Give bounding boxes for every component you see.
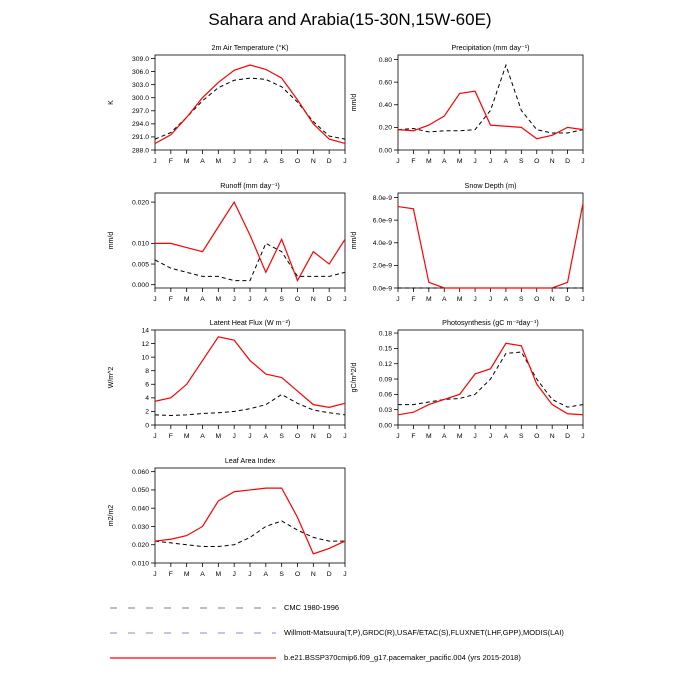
svg-text:S: S xyxy=(279,296,284,303)
svg-text:297.0: 297.0 xyxy=(131,108,149,116)
svg-text:W/m^2: W/m^2 xyxy=(108,366,115,389)
svg-text:0.010: 0.010 xyxy=(131,560,149,568)
svg-text:J: J xyxy=(473,433,477,440)
chart-canvas xyxy=(93,177,357,314)
svg-text:Precipitation (mm day⁻¹): Precipitation (mm day⁻¹) xyxy=(451,43,530,52)
svg-text:N: N xyxy=(549,158,555,165)
chart-latent-heat-flux xyxy=(93,314,357,456)
svg-text:J: J xyxy=(488,296,493,303)
svg-text:306.0: 306.0 xyxy=(131,68,149,76)
legend-line-dashed-gray-icon xyxy=(108,603,278,613)
svg-text:S: S xyxy=(279,158,284,165)
svg-text:8: 8 xyxy=(145,368,149,376)
chart-canvas xyxy=(336,177,595,314)
svg-text:0.20: 0.20 xyxy=(378,124,392,132)
svg-text:M: M xyxy=(183,571,190,578)
svg-text:J: J xyxy=(153,571,157,578)
svg-text:2m Air Temperature (°K): 2m Air Temperature (°K) xyxy=(211,43,289,52)
svg-text:M: M xyxy=(215,433,222,440)
svg-text:0.050: 0.050 xyxy=(131,487,149,495)
svg-text:S: S xyxy=(519,158,524,165)
svg-text:O: O xyxy=(294,296,301,303)
svg-text:Photosynthesis (gC m⁻²day⁻¹): Photosynthesis (gC m⁻²day⁻¹) xyxy=(442,318,539,327)
chart-canvas xyxy=(336,39,595,176)
svg-text:J: J xyxy=(581,158,585,165)
legend-line-solid-red-icon xyxy=(108,653,278,663)
svg-text:0.80: 0.80 xyxy=(378,56,392,64)
svg-text:8.0e-9: 8.0e-9 xyxy=(372,194,392,202)
svg-text:A: A xyxy=(200,296,205,303)
svg-text:6: 6 xyxy=(145,381,149,389)
svg-text:mm/d: mm/d xyxy=(351,231,358,250)
svg-text:A: A xyxy=(441,158,447,165)
svg-text:O: O xyxy=(294,158,301,165)
svg-text:J: J xyxy=(248,433,252,440)
svg-text:0.020: 0.020 xyxy=(131,199,149,207)
svg-text:J: J xyxy=(473,296,477,303)
svg-text:A: A xyxy=(200,433,205,440)
svg-text:0.010: 0.010 xyxy=(131,240,149,248)
svg-text:J: J xyxy=(343,571,347,578)
chart-leaf-area-index xyxy=(93,452,357,594)
svg-text:O: O xyxy=(534,296,540,303)
svg-text:J: J xyxy=(153,433,157,440)
svg-text:M: M xyxy=(215,296,222,303)
svg-text:J: J xyxy=(473,158,477,165)
svg-text:M: M xyxy=(425,158,432,165)
svg-text:303.0: 303.0 xyxy=(131,81,149,89)
svg-text:F: F xyxy=(168,433,173,440)
svg-text:J: J xyxy=(248,296,252,303)
page-title: Sahara and Arabia(15-30N,15W-60E) xyxy=(208,10,492,29)
svg-text:O: O xyxy=(534,433,540,440)
chart-canvas xyxy=(336,314,595,451)
svg-text:J: J xyxy=(396,433,400,440)
svg-text:6.0e-9: 6.0e-9 xyxy=(372,217,392,225)
svg-text:O: O xyxy=(294,571,301,578)
svg-text:10: 10 xyxy=(141,354,149,362)
svg-text:0.15: 0.15 xyxy=(378,345,392,353)
legend-item-model-run xyxy=(108,645,564,670)
svg-text:J: J xyxy=(232,296,236,303)
svg-text:m2/m2: m2/m2 xyxy=(108,504,115,527)
svg-text:J: J xyxy=(343,296,347,303)
svg-text:M: M xyxy=(215,571,222,578)
svg-text:A: A xyxy=(263,158,269,165)
svg-text:N: N xyxy=(310,433,316,440)
svg-text:F: F xyxy=(168,571,173,578)
svg-text:294.0: 294.0 xyxy=(131,121,149,129)
svg-text:0.00: 0.00 xyxy=(378,422,392,430)
svg-text:2.0e-9: 2.0e-9 xyxy=(372,262,392,270)
svg-text:Snow Depth (m): Snow Depth (m) xyxy=(464,181,517,190)
svg-text:D: D xyxy=(565,158,571,165)
svg-text:J: J xyxy=(343,433,347,440)
svg-text:J: J xyxy=(248,158,252,165)
svg-text:A: A xyxy=(441,296,447,303)
chart-canvas xyxy=(93,314,357,451)
svg-text:0.040: 0.040 xyxy=(131,505,149,513)
svg-text:F: F xyxy=(168,158,173,165)
svg-text:mm/d: mm/d xyxy=(108,231,115,250)
svg-text:M: M xyxy=(425,433,432,440)
svg-text:0.06: 0.06 xyxy=(378,391,392,399)
svg-text:N: N xyxy=(310,158,316,165)
svg-text:0.09: 0.09 xyxy=(378,376,392,384)
svg-text:309.0: 309.0 xyxy=(131,55,149,63)
svg-text:A: A xyxy=(263,571,269,578)
svg-text:mm/d: mm/d xyxy=(351,93,358,112)
chart-precipitation xyxy=(336,39,595,181)
svg-text:0.18: 0.18 xyxy=(378,330,392,338)
svg-text:M: M xyxy=(183,433,190,440)
svg-text:J: J xyxy=(396,158,400,165)
svg-text:Leaf Area Index: Leaf Area Index xyxy=(224,456,276,465)
svg-text:0.020: 0.020 xyxy=(131,542,149,550)
svg-text:0.00: 0.00 xyxy=(378,147,392,155)
legend-label-model-run: b.e21.BSSP370cmip6.f09_g17.pacemaker_pacific.004 (yrs 2015-2018) xyxy=(284,653,521,662)
svg-text:S: S xyxy=(279,433,284,440)
svg-text:J: J xyxy=(248,571,252,578)
svg-text:N: N xyxy=(549,296,555,303)
svg-text:D: D xyxy=(326,571,332,578)
svg-text:N: N xyxy=(310,296,316,303)
svg-text:M: M xyxy=(183,296,190,303)
svg-text:M: M xyxy=(456,158,463,165)
svg-text:D: D xyxy=(565,296,571,303)
svg-text:J: J xyxy=(232,571,236,578)
svg-text:288.0: 288.0 xyxy=(131,147,149,155)
svg-text:0.000: 0.000 xyxy=(131,281,149,289)
svg-text:J: J xyxy=(581,296,585,303)
svg-text:N: N xyxy=(310,571,316,578)
svg-text:A: A xyxy=(200,158,205,165)
svg-text:O: O xyxy=(294,433,301,440)
svg-text:300.0: 300.0 xyxy=(131,95,149,103)
svg-text:F: F xyxy=(411,433,416,440)
svg-text:J: J xyxy=(581,433,585,440)
svg-text:D: D xyxy=(326,433,332,440)
svg-text:J: J xyxy=(232,433,236,440)
svg-text:J: J xyxy=(232,158,236,165)
svg-text:12: 12 xyxy=(141,340,149,348)
chart-photosynthesis xyxy=(336,314,595,456)
svg-text:0.60: 0.60 xyxy=(378,79,392,87)
svg-text:0.12: 0.12 xyxy=(378,361,392,369)
svg-text:0.03: 0.03 xyxy=(378,406,392,414)
svg-text:0.0e-9: 0.0e-9 xyxy=(372,285,392,293)
svg-text:A: A xyxy=(503,158,509,165)
legend-item-cmc xyxy=(108,595,564,620)
legend-label-cmc: CMC 1980-1996 xyxy=(284,603,340,612)
svg-text:D: D xyxy=(326,296,332,303)
svg-text:M: M xyxy=(456,433,463,440)
svg-text:A: A xyxy=(503,296,509,303)
svg-text:S: S xyxy=(279,571,284,578)
svg-text:A: A xyxy=(263,433,269,440)
chart-2m-air-temperature xyxy=(93,39,357,181)
svg-text:S: S xyxy=(519,296,524,303)
svg-text:A: A xyxy=(441,433,447,440)
svg-text:K: K xyxy=(108,100,115,105)
svg-text:A: A xyxy=(200,571,205,578)
svg-text:O: O xyxy=(534,158,540,165)
svg-text:F: F xyxy=(168,296,173,303)
svg-text:M: M xyxy=(215,158,222,165)
legend-line-dashed-purple-icon xyxy=(108,628,278,638)
legend-item-obs-composite xyxy=(108,620,564,645)
svg-text:M: M xyxy=(456,296,463,303)
chart-runoff xyxy=(93,177,357,319)
svg-text:M: M xyxy=(183,158,190,165)
svg-text:A: A xyxy=(263,296,269,303)
svg-text:J: J xyxy=(396,296,400,303)
chart-snow-depth xyxy=(336,177,595,319)
svg-text:gC/m^2/d: gC/m^2/d xyxy=(351,362,358,393)
chart-canvas xyxy=(93,452,357,589)
svg-text:0: 0 xyxy=(145,422,149,430)
legend-label-obs-composite: Willmott-Matsuura(T,P),GRDC(R),USAF/ETAC(S),FLUXNET(LHF,GPP),MODIS(LAI) xyxy=(284,628,564,637)
svg-text:D: D xyxy=(326,158,332,165)
svg-text:4.0e-9: 4.0e-9 xyxy=(372,240,392,248)
legend xyxy=(108,595,564,670)
svg-text:F: F xyxy=(411,296,416,303)
svg-text:4: 4 xyxy=(145,395,149,403)
svg-text:J: J xyxy=(153,296,157,303)
svg-text:Latent Heat Flux (W m⁻²): Latent Heat Flux (W m⁻²) xyxy=(209,318,291,327)
svg-text:Runoff (mm day⁻¹): Runoff (mm day⁻¹) xyxy=(220,181,280,190)
chart-canvas xyxy=(93,39,357,176)
svg-text:0.030: 0.030 xyxy=(131,523,149,531)
svg-text:J: J xyxy=(488,158,493,165)
svg-text:J: J xyxy=(153,158,157,165)
svg-text:N: N xyxy=(549,433,555,440)
svg-text:F: F xyxy=(411,158,416,165)
svg-text:291.0: 291.0 xyxy=(131,134,149,142)
svg-text:D: D xyxy=(565,433,571,440)
svg-text:M: M xyxy=(425,296,432,303)
svg-text:J: J xyxy=(488,433,493,440)
svg-text:14: 14 xyxy=(141,327,149,335)
svg-text:S: S xyxy=(519,433,524,440)
svg-text:J: J xyxy=(343,158,347,165)
svg-text:0.005: 0.005 xyxy=(131,261,149,269)
svg-text:A: A xyxy=(503,433,509,440)
svg-text:2: 2 xyxy=(145,408,149,416)
svg-text:0.060: 0.060 xyxy=(131,468,149,476)
svg-text:0.40: 0.40 xyxy=(378,102,392,110)
